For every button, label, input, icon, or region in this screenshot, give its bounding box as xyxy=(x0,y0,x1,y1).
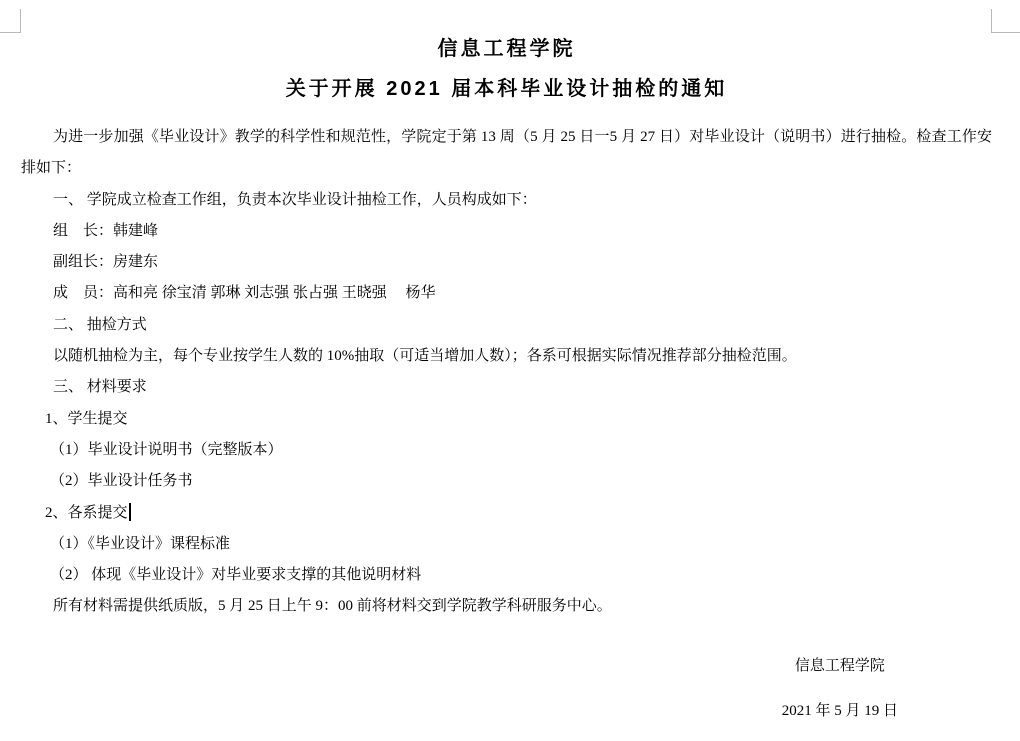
margin-crop-mark-top-left-horizontal xyxy=(0,32,21,33)
list-item-design-manual[interactable] xyxy=(21,435,992,466)
margin-crop-mark-top-right-vertical xyxy=(991,9,992,33)
paragraph-deadline-text: 所有材料需提供纸质版，5 月 25 日上午 9：00 前将材料交到学院教学科研服务中心。 xyxy=(53,598,612,615)
paragraph-intro[interactable] xyxy=(21,122,992,185)
section-2-body-text: 以随机抽检为主，每个专业按学生人数的 10%抽取（可适当增加人数）；各系可根据实际情况推荐部分抽检范围。 xyxy=(53,348,797,365)
list-item-course-standard-text: （1）《毕业设计》课程标准 xyxy=(50,535,231,552)
signature-org: 信息工程学院 xyxy=(794,658,885,674)
document-subtitle[interactable]: 关于开展 2021 届本科毕业设计抽检的通知 xyxy=(285,78,728,100)
group-leader-line[interactable] xyxy=(21,216,992,247)
text-cursor xyxy=(129,503,131,521)
list-item-departments-submit[interactable] xyxy=(21,498,992,529)
signature-block[interactable] xyxy=(782,644,898,734)
document-title[interactable]: 信息工程学院 xyxy=(437,38,576,60)
members-line[interactable] xyxy=(21,278,992,309)
section-3-heading-text: 三、 材料要求 xyxy=(53,379,147,396)
members-text: 成 员：高和亮 徐宝清 郭琳 刘志强 张占强 王晓强 杨华 xyxy=(53,285,436,302)
section-3-heading[interactable] xyxy=(21,372,992,403)
section-2-heading-text: 二、 抽检方式 xyxy=(53,316,147,333)
document-content[interactable] xyxy=(21,36,992,623)
list-item-students-submit[interactable] xyxy=(21,404,992,435)
deputy-leader-text: 副组长：房建东 xyxy=(53,254,159,271)
list-item-task-book[interactable] xyxy=(21,466,992,497)
section-1-heading[interactable] xyxy=(21,185,992,216)
margin-crop-mark-top-left-vertical xyxy=(20,9,21,33)
list-item-course-standard[interactable] xyxy=(21,529,992,560)
paragraph-intro-text: 为进一步加强《毕业设计》教学的科学性和规范性，学院定于第 13 周（5 月 25 日一5 月 27 日）对毕业设计（说明书）进行抽检。检查工作安排如下： xyxy=(21,129,992,177)
margin-crop-mark-top-right-horizontal xyxy=(991,32,1020,33)
section-2-body[interactable] xyxy=(21,341,992,372)
list-item-other-materials-text: （2） 体现《毕业设计》对毕业要求支撑的其他说明材料 xyxy=(50,567,422,584)
list-item-departments-submit-text: 2、各系提交 xyxy=(45,504,128,521)
section-2-heading[interactable] xyxy=(21,310,992,341)
list-item-students-submit-text: 1、学生提交 xyxy=(45,410,128,427)
group-leader-text: 组 长：韩建峰 xyxy=(53,222,159,239)
list-item-task-book-text: （2）毕业设计任务书 xyxy=(50,473,193,490)
list-item-design-manual-text: （1）毕业设计说明书（完整版本） xyxy=(50,441,283,458)
list-item-other-materials[interactable] xyxy=(21,560,992,591)
paragraph-deadline[interactable] xyxy=(21,591,992,622)
deputy-leader-line[interactable] xyxy=(21,247,992,278)
signature-date: 2021 年 5 月 19 日 xyxy=(781,703,898,719)
section-1-heading-text: 一、 学院成立检查工作组，负责本次毕业设计抽检工作，人员构成如下： xyxy=(53,191,537,208)
